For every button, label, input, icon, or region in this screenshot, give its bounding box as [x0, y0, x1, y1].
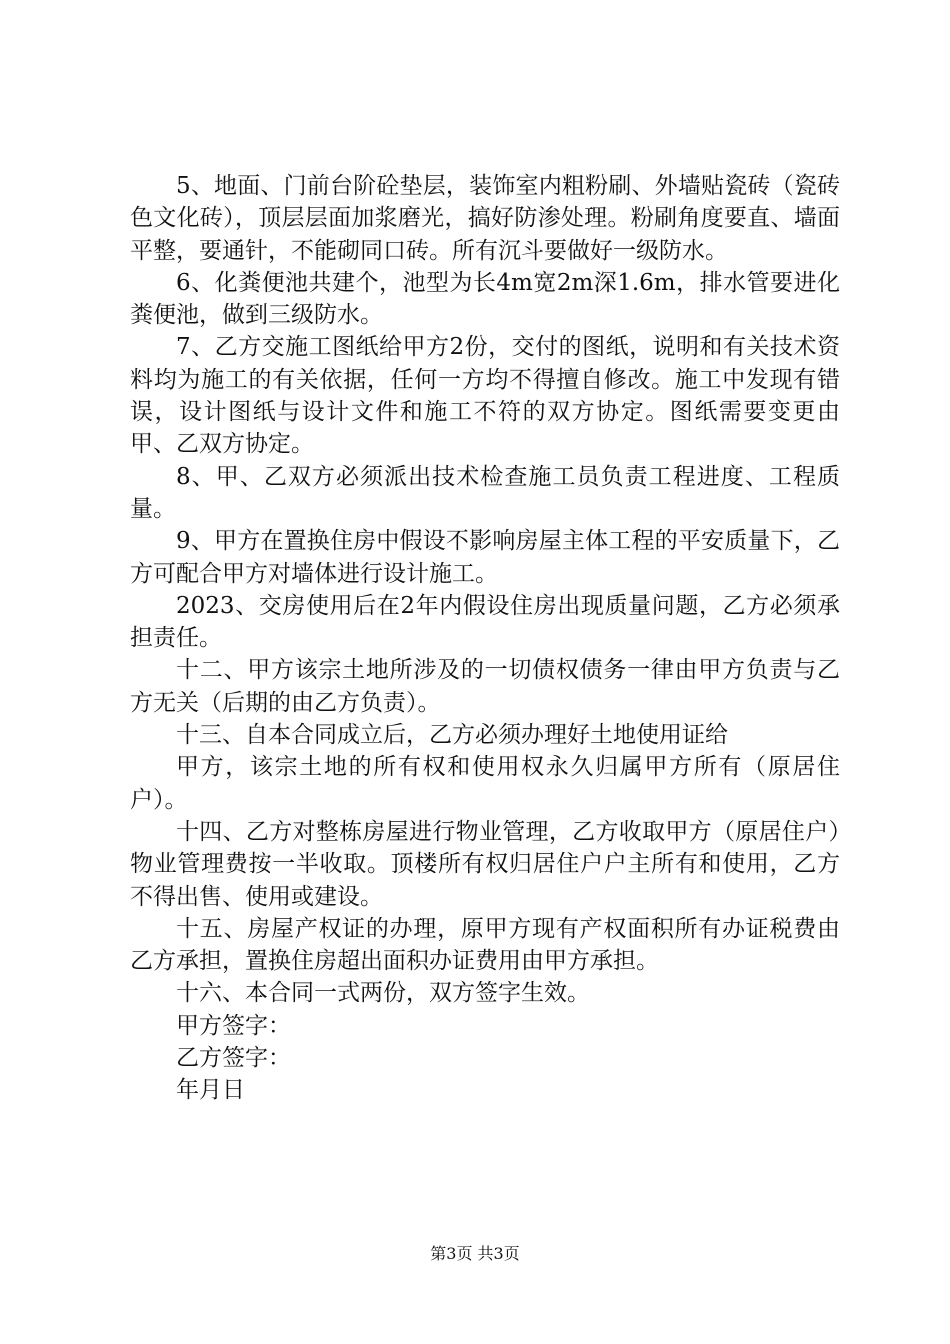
party-b-signature: 乙方签字： [176, 1045, 291, 1072]
clause-7: 7、乙方交施工图纸给甲方2份，交付的图纸，说明和有关技术资料均为施工的有关依据，任何一方均不得擅自修改。施工中发现有错误，设计图纸与设计文件和施工不符的双方协定。图纸需要变更由甲、乙双方协定。 [130, 334, 840, 458]
clause-8: 8、甲、乙双方必须派出技术检查施工员负责工程进度、工程质量。 [130, 463, 840, 522]
signature-date: 年月日 [176, 1077, 245, 1104]
page-number-footer: 第3页 共3页 [430, 1244, 520, 1263]
clause-12: 十二、甲方该宗土地所涉及的一切债权债务一律由甲方负责与乙方无关（后期的由乙方负责）。 [130, 657, 840, 716]
clause-13-continued: 甲方，该宗土地的所有权和使用权永久归属甲方所有（原居住户）。 [130, 754, 840, 813]
clause-14: 十四、乙方对整栋房屋进行物业管理，乙方收取甲方（原居住户）物业管理费按一半收取。顶楼所有权归居住户户主所有和使用，乙方不得出售、使用或建设。 [130, 818, 840, 910]
clause-5: 5、地面、门前台阶砼垫层，装饰室内粗粉刷、外墙贴瓷砖（瓷砖色文化砖），顶层层面加浆磨光，搞好防渗处理。粉刷角度要直、墙面平整，要通针，不能砌同口砖。所有沉斗要做好一级防水。 [130, 173, 840, 264]
contract-body [130, 170, 840, 1107]
clause-6: 6、化粪便池共建个，池型为长4m宽2m深1.6m，排水管要进化粪便池，做到三级防水。 [130, 269, 840, 329]
clause-9: 9、甲方在置换住房中假设不影响房屋主体工程的平安质量下，乙方可配合甲方对墙体进行设计施工。 [130, 528, 840, 587]
clause-13: 十三、自本合同成立后，乙方必须办理好土地使用证给 [176, 722, 728, 749]
party-a-signature: 甲方签字： [176, 1012, 291, 1039]
clause-15: 十五、房屋产权证的办理，原甲方现有产权面积所有办证税费由乙方承担，置换住房超出面积办证费用由甲方承担。 [130, 915, 840, 975]
clause-16: 十六、本合同一式两份，双方签字生效。 [176, 980, 590, 1007]
clause-10: 2023、交房使用后在2年内假设住房出现质量问题，乙方必须承担责任。 [130, 592, 840, 652]
